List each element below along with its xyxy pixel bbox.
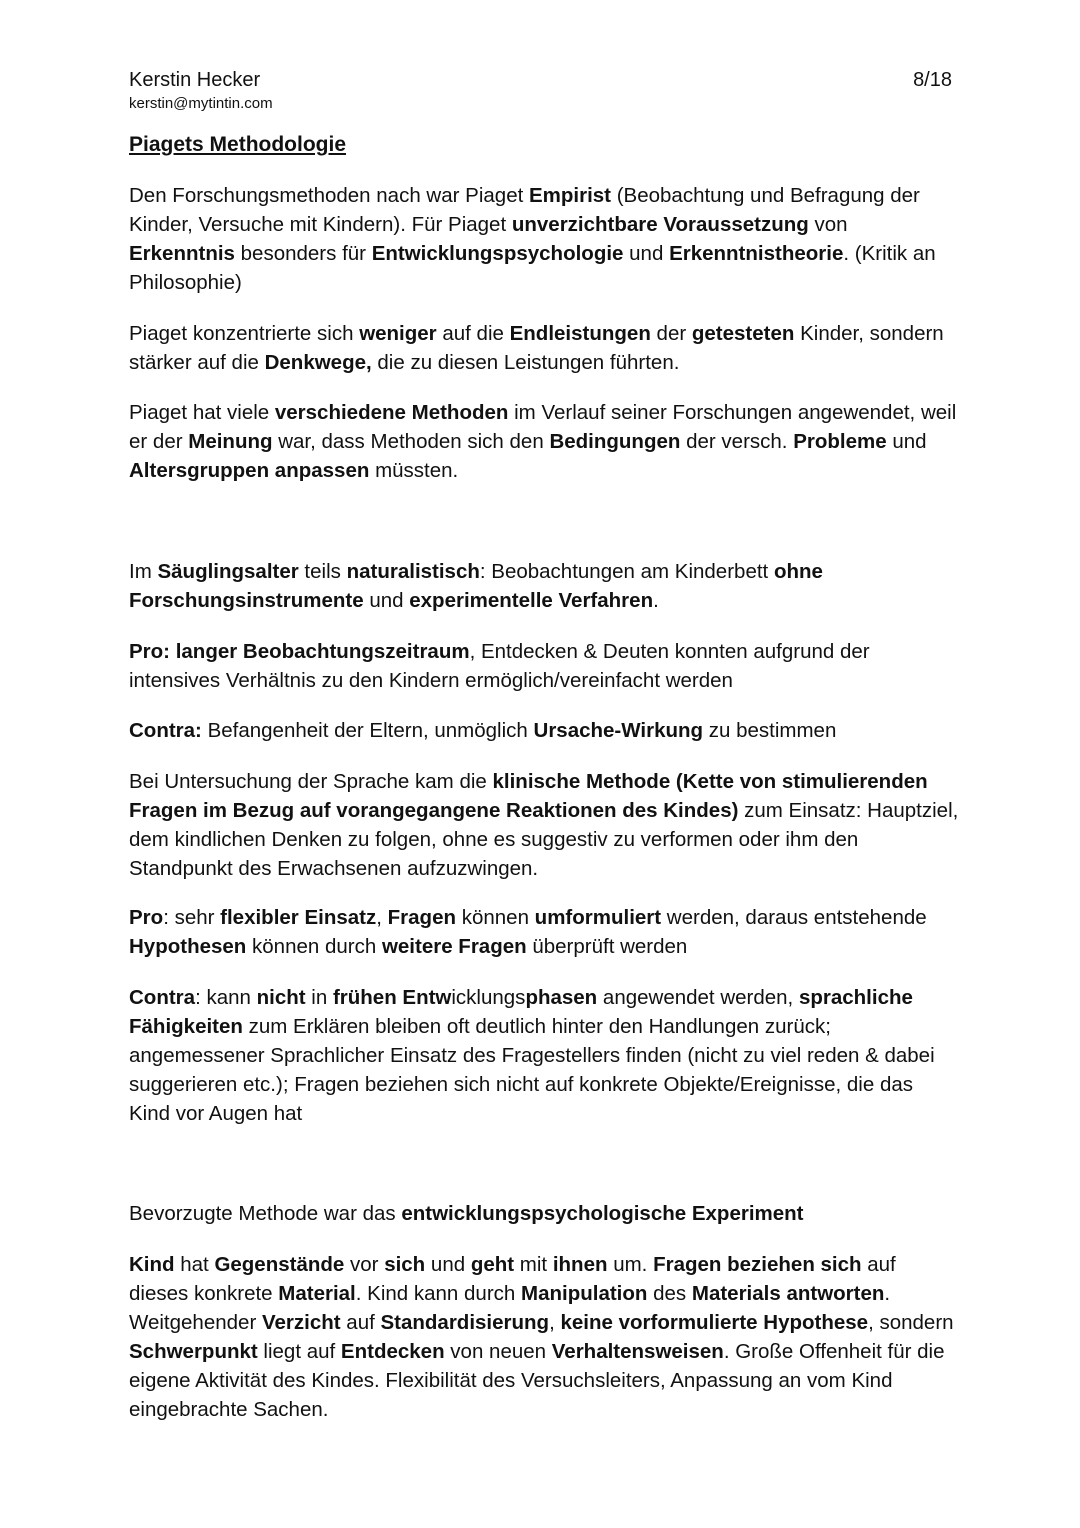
text-run: zu bestimmen	[703, 719, 837, 742]
text-run: : kann	[195, 986, 257, 1009]
text-run: . Große Offenheit für die eigene Aktivität des Kindes. Flexibilität des Versuchsleiters, Anpassung an vom Kind eingebrachte Sachen.	[129, 1340, 945, 1421]
text-run: und	[363, 589, 410, 612]
bold-term: Fragen	[387, 906, 457, 929]
bold-term: umformuliert	[534, 906, 662, 929]
text-run: auf dieses konkrete	[129, 1253, 896, 1305]
page-number: 8/18	[913, 69, 952, 91]
paragraph-klinische-methode	[129, 767, 959, 883]
bold-term: verschiedene Methoden	[274, 401, 509, 424]
text-run: und	[623, 242, 670, 265]
text-run: der versch.	[680, 430, 794, 453]
bold-term: Empirist	[528, 184, 612, 207]
text-run: Bevorzugte Methode war das	[129, 1202, 402, 1225]
text-run: . Weitgehender	[129, 1282, 891, 1334]
text-run: Den Forschungsmethoden nach war Piaget	[129, 184, 529, 207]
page-title: Piagets Methodologie	[129, 133, 347, 156]
bold-term: nicht	[256, 986, 306, 1009]
paragraph-methoden	[129, 398, 959, 485]
text-run: teils	[298, 560, 347, 583]
bold-term: Säuglingsalter	[157, 560, 299, 583]
paragraph-denkwege	[129, 319, 959, 377]
text-run: vor	[344, 1253, 385, 1276]
bold-term: weitere Fragen	[381, 935, 527, 958]
bold-term: Altersgruppen anpassen	[129, 459, 370, 482]
text-run: icklungs	[451, 986, 526, 1009]
bold-term: Entdecken	[340, 1340, 445, 1363]
bold-term: Kind	[129, 1253, 175, 1276]
bold-term: Bedingungen	[549, 430, 681, 453]
bold-term: sich	[384, 1253, 426, 1276]
bold-term: ohne Forschungsinstrumente	[129, 560, 823, 612]
paragraph-empirist	[129, 181, 959, 297]
paragraph-experiment	[129, 1250, 959, 1424]
text-run: , Entdecken & Deuten konnten aufgrund der intensives Verhältnis zu den Kindern ermöglich/vereinfacht werden	[129, 640, 870, 692]
bold-term: Pro	[129, 906, 164, 929]
bold-term: Manipulation	[521, 1282, 648, 1305]
text-run: werden, daraus entstehende	[661, 906, 927, 929]
bold-term: getesteten	[691, 322, 795, 345]
bold-term: Hypothesen	[129, 935, 247, 958]
bold-term: Erkenntnis	[129, 242, 235, 265]
text-run: .	[653, 589, 659, 612]
text-run: mit	[514, 1253, 553, 1276]
text-run: Bei Untersuchung der Sprache kam die	[129, 770, 493, 793]
text-run: von neuen	[444, 1340, 552, 1363]
bold-term: Entwicklungspsychologie	[371, 242, 624, 265]
text-run: Befangenheit der Eltern, unmöglich	[201, 719, 534, 742]
bold-term: flexibler Einsatz	[220, 906, 377, 929]
text-run: überprüft werden	[526, 935, 688, 958]
paragraph-contra-naturalistisch	[129, 716, 959, 745]
bold-term: Standardisierung	[380, 1311, 550, 1334]
text-run: (Beobachtung und Befragung der Kinder, Versuche mit Kindern). Für Piaget	[129, 184, 920, 236]
bold-term: Verzicht	[261, 1311, 341, 1334]
bold-term: Pro: langer Beobachtungszeitraum	[129, 640, 470, 663]
bold-term: Fragen beziehen sich	[653, 1253, 862, 1276]
text-run: Kinder, sondern stärker auf die	[129, 322, 944, 374]
text-run: besonders für	[234, 242, 372, 265]
bold-term: klinische Methode (Kette von stimulierenden Fragen im Bezug auf vorangegangene Reaktionen des Kindes)	[129, 770, 928, 822]
text-run: Im	[129, 560, 158, 583]
text-run: . (Kritik an Philosophie)	[129, 242, 936, 294]
text-run: , sondern	[868, 1311, 954, 1334]
text-run: : sehr	[163, 906, 221, 929]
text-run: ,	[376, 906, 388, 929]
bold-term: Endleistungen	[509, 322, 651, 345]
text-run: Piaget konzentrierte sich	[129, 322, 360, 345]
text-run: hat	[174, 1253, 215, 1276]
text-run: von	[808, 213, 848, 236]
paragraph-saeuglingsalter	[129, 557, 959, 615]
bold-term: Denkwege,	[264, 351, 372, 374]
text-run: können durch	[246, 935, 382, 958]
text-run: auf die	[436, 322, 510, 345]
text-run: war, dass Methoden sich den	[272, 430, 550, 453]
text-run: zum Einsatz: Hauptziel, dem kindlichen Denken zu folgen, ohne es suggestiv zu verformen oder ihm den Standpunkt des Erwachsenen aufzuzwingen.	[129, 799, 959, 880]
bold-term: unverzichtbare Voraussetzung	[511, 213, 809, 236]
bold-term: Schwerpunkt	[129, 1340, 258, 1363]
text-run: liegt auf	[257, 1340, 341, 1363]
bold-term: entwicklungspsychologische Experiment	[401, 1202, 804, 1225]
text-run: : Beobachtungen am Kinderbett	[479, 560, 774, 583]
bold-term: Material	[278, 1282, 356, 1305]
text-run: im Verlauf seiner Forschungen angewendet, weil er der	[129, 401, 957, 453]
bold-term: Meinung	[188, 430, 273, 453]
bold-term: geht	[470, 1253, 515, 1276]
text-run: zum Erklären bleiben oft deutlich hinter den Handlungen zurück; angemessener Sprachlicher Einsatz des Fragestellers finden (nicht zu viel reden & dabei suggerieren etc.); Fragen beziehen sich nicht auf konkrete Objekte/Ereignisse, die das Kind vor Augen hat	[129, 1015, 935, 1125]
text-run: ,	[549, 1311, 561, 1334]
bold-term: phasen	[525, 986, 598, 1009]
bold-term: Materials antworten	[691, 1282, 885, 1305]
bold-term: sprachliche Fähigkeiten	[129, 986, 913, 1038]
paragraph-pro-naturalistisch	[129, 637, 959, 695]
text-run: die zu diesen Leistungen führten.	[371, 351, 680, 374]
paragraph-contra-klinisch	[129, 983, 959, 1128]
text-run: auf	[340, 1311, 381, 1334]
bold-term: Erkenntnistheorie	[669, 242, 844, 265]
bold-term: Contra	[129, 986, 196, 1009]
bold-term: keine vorformulierte Hypothese	[560, 1311, 869, 1334]
bold-term: weniger	[359, 322, 437, 345]
text-run: der	[650, 322, 692, 345]
text-run: um.	[607, 1253, 654, 1276]
paragraph-bevorzugte-methode	[129, 1199, 959, 1228]
text-run: müssten.	[369, 459, 459, 482]
text-run: des	[647, 1282, 692, 1305]
bold-term: Contra:	[129, 719, 202, 742]
bold-term: Ursache-Wirkung	[533, 719, 704, 742]
bold-term: Probleme	[793, 430, 887, 453]
bold-term: ihnen	[552, 1253, 608, 1276]
bold-term: Gegenstände	[214, 1253, 345, 1276]
text-run: . Kind kann durch	[355, 1282, 522, 1305]
paragraph-pro-klinisch	[129, 903, 959, 961]
author-name: Kerstin Hecker	[129, 69, 261, 91]
text-run: und	[886, 430, 927, 453]
bold-term: naturalistisch	[346, 560, 480, 583]
text-run: können	[456, 906, 535, 929]
bold-term: experimentelle Verfahren	[409, 589, 654, 612]
text-run: in	[305, 986, 333, 1009]
bold-term: Verhaltensweisen	[551, 1340, 724, 1363]
author-email: kerstin@mytintin.com	[129, 95, 273, 112]
text-run: Piaget hat viele	[129, 401, 275, 424]
bold-term: frühen Entw	[332, 986, 452, 1009]
text-run: und	[425, 1253, 471, 1276]
text-run: angewendet werden,	[597, 986, 799, 1009]
